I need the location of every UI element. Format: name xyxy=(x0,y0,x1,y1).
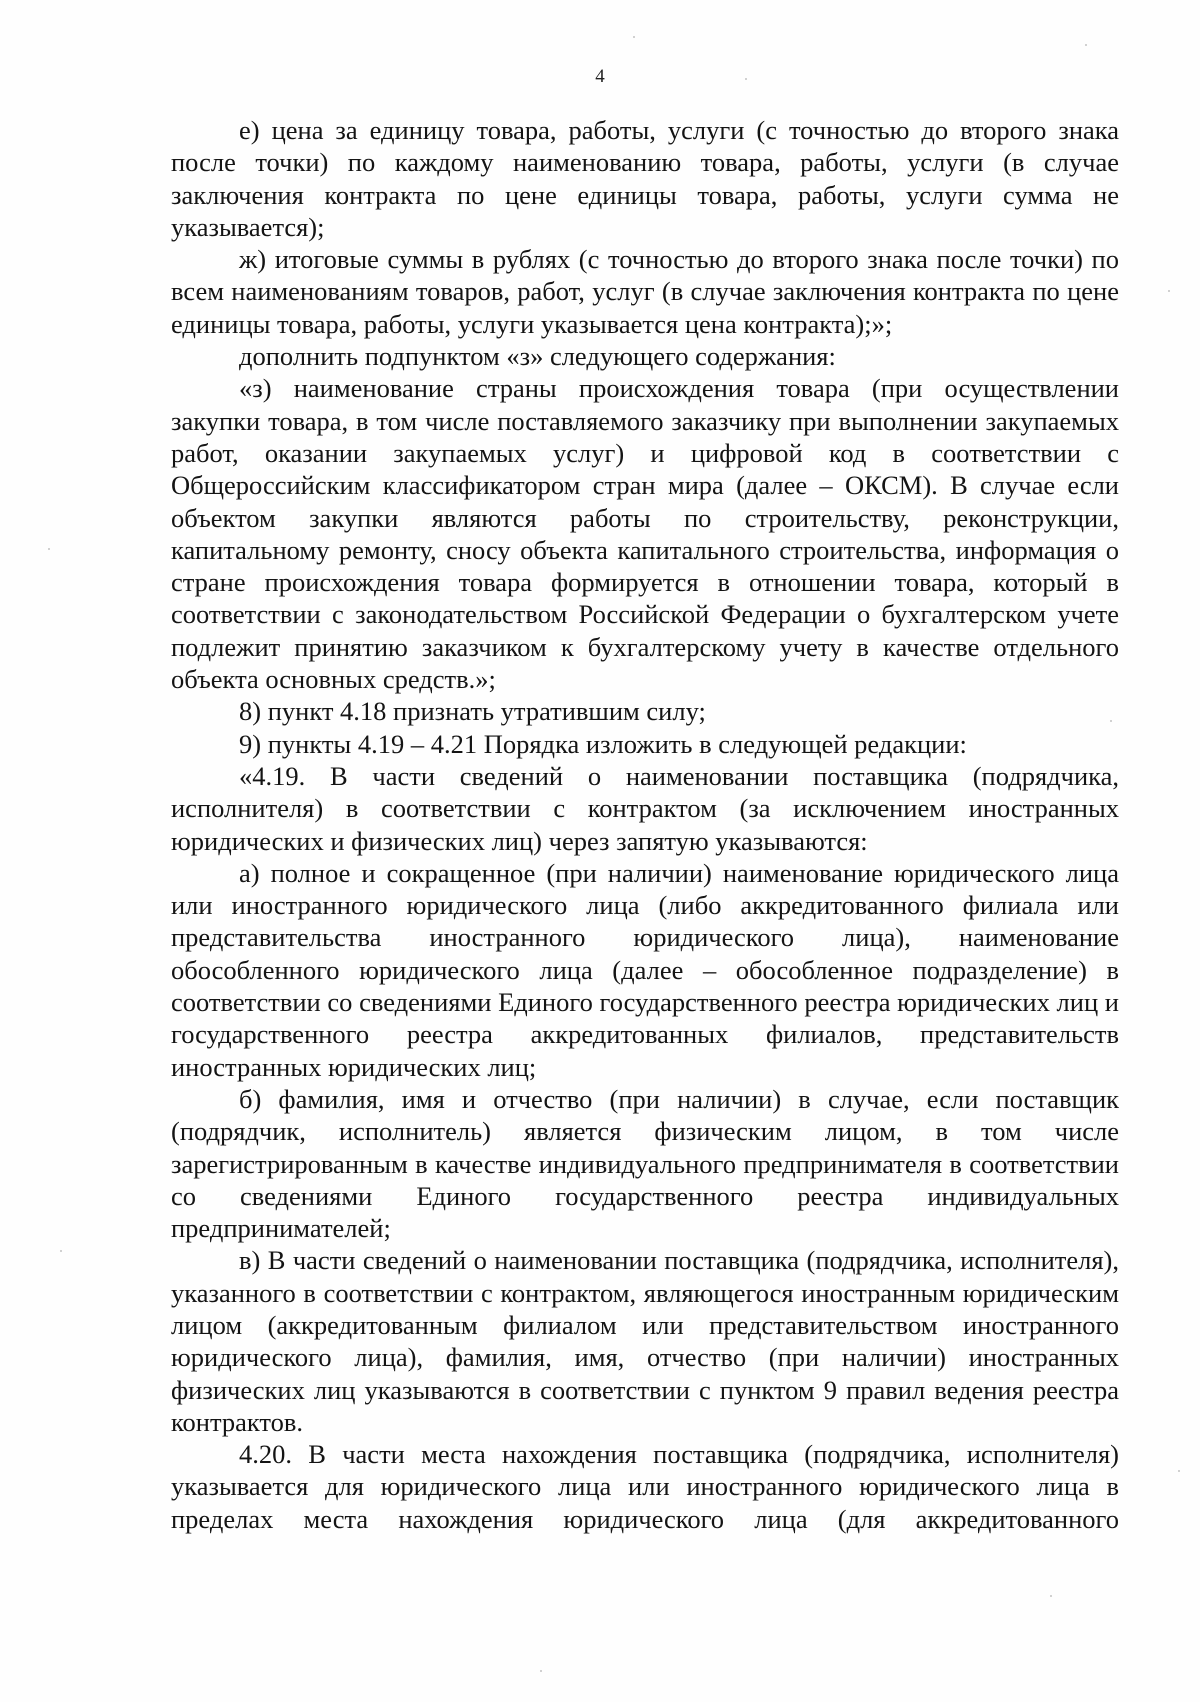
paragraph-zh: ж) итоговые суммы в рублях (с точностью до второго знака после точки) по всем наименованиям товаров, работ, услуг (в случае заключения контракта по цене единицы товара, работы, услуги указывается цена контракта);»; xyxy=(171,244,1119,339)
scan-speck xyxy=(1050,1595,1052,1597)
paragraph-b: б) фамилия, имя и отчество (при наличии) в случае, если поставщик (подрядчик, исполнитель) является физическим лицом, в том числе зарегистрированным в качестве индивидуального предпринимателя в соответствии со сведениями Единого государственного реестра индивидуальных предпринимателей; xyxy=(171,1083,1119,1244)
scan-speck xyxy=(540,1670,542,1672)
paragraph-e: е) цена за единицу товара, работы, услуги (с точностью до второго знака после точки) по каждому наименованию товара, работы, услуги (в случае заключения контракта по цене единицы товара, работы, услуги сумма не указывается); xyxy=(171,115,1119,242)
scan-speck xyxy=(1085,44,1087,46)
scan-speck xyxy=(1110,720,1112,722)
page-number: 4 xyxy=(595,66,605,87)
paragraph-item-9: 9) пункты 4.19 – 4.21 Порядка изложить в следующей редакции: xyxy=(239,728,967,759)
scan-speck xyxy=(1168,290,1170,292)
paragraph-v: в) В части сведений о наименовании поставщика (подрядчика, исполнителя), указанного в соответствии с контрактом, являющегося иностранным юридическим лицом (аккредитованным филиалом или представительством иностранного юридического лица), фамилия, имя, отчество (при наличии) иностранных физических лиц указываются в соответствии с пунктом 9 правил ведения реестра контрактов. xyxy=(171,1245,1119,1437)
scan-speck xyxy=(745,78,747,80)
paragraph-z: «з) наименование страны происхождения товара (при осуществлении закупки товара, в том числе поставляемого заказчику при выполнении закупаемых работ, оказании закупаемых услуг) и цифровой код в соответствии с Общероссийским классификатором стран мира (далее – ОКСМ). В случае если объектом закупки являются работы по строительству, реконструкции, капитальному ремонту, сносу объекта капитального строительства, информация о стране происхождения товара формируется в отношении товара, который в соответствии с законодательством Российской Федерации о бухгалтерском учете подлежит принятию заказчиком к бухгалтерскому учету в качестве отдельного объекта основных средств.»; xyxy=(171,373,1119,695)
scan-speck xyxy=(633,36,635,38)
document-body xyxy=(171,114,1119,1535)
paragraph-add-z: дополнить подпунктом «з» следующего содержания: xyxy=(239,341,836,372)
paragraph-a: а) полное и сокращенное (при наличии) наименование юридического лица или иностранного юридического лица (либо аккредитованного филиала или представительства иностранного юридического лица), наименование обособленного юридического лица (далее – обособленное подразделение) в соответствии со сведениями Единого государственного реестра юридических лиц и государственного реестра аккредитованных филиалов, представительств иностранных юридических лиц; xyxy=(171,857,1119,1082)
paragraph-4-19: «4.19. В части сведений о наименовании поставщика (подрядчика, исполнителя) в соответствии с контрактом (за исключением иностранных юридических и физических лиц) через запятую указываются: xyxy=(171,760,1119,856)
scan-speck xyxy=(1178,1470,1180,1472)
paragraph-4-20: 4.20. В части места нахождения поставщика (подрядчика, исполнителя) указывается для юридического лица или иностранного юридического лица в пределах места нахождения юридического лица (для аккредитованного xyxy=(171,1439,1119,1534)
paragraph-item-8: 8) пункт 4.18 признать утратившим силу; xyxy=(239,696,706,727)
scan-speck xyxy=(48,548,50,550)
scan-speck xyxy=(60,1250,62,1252)
